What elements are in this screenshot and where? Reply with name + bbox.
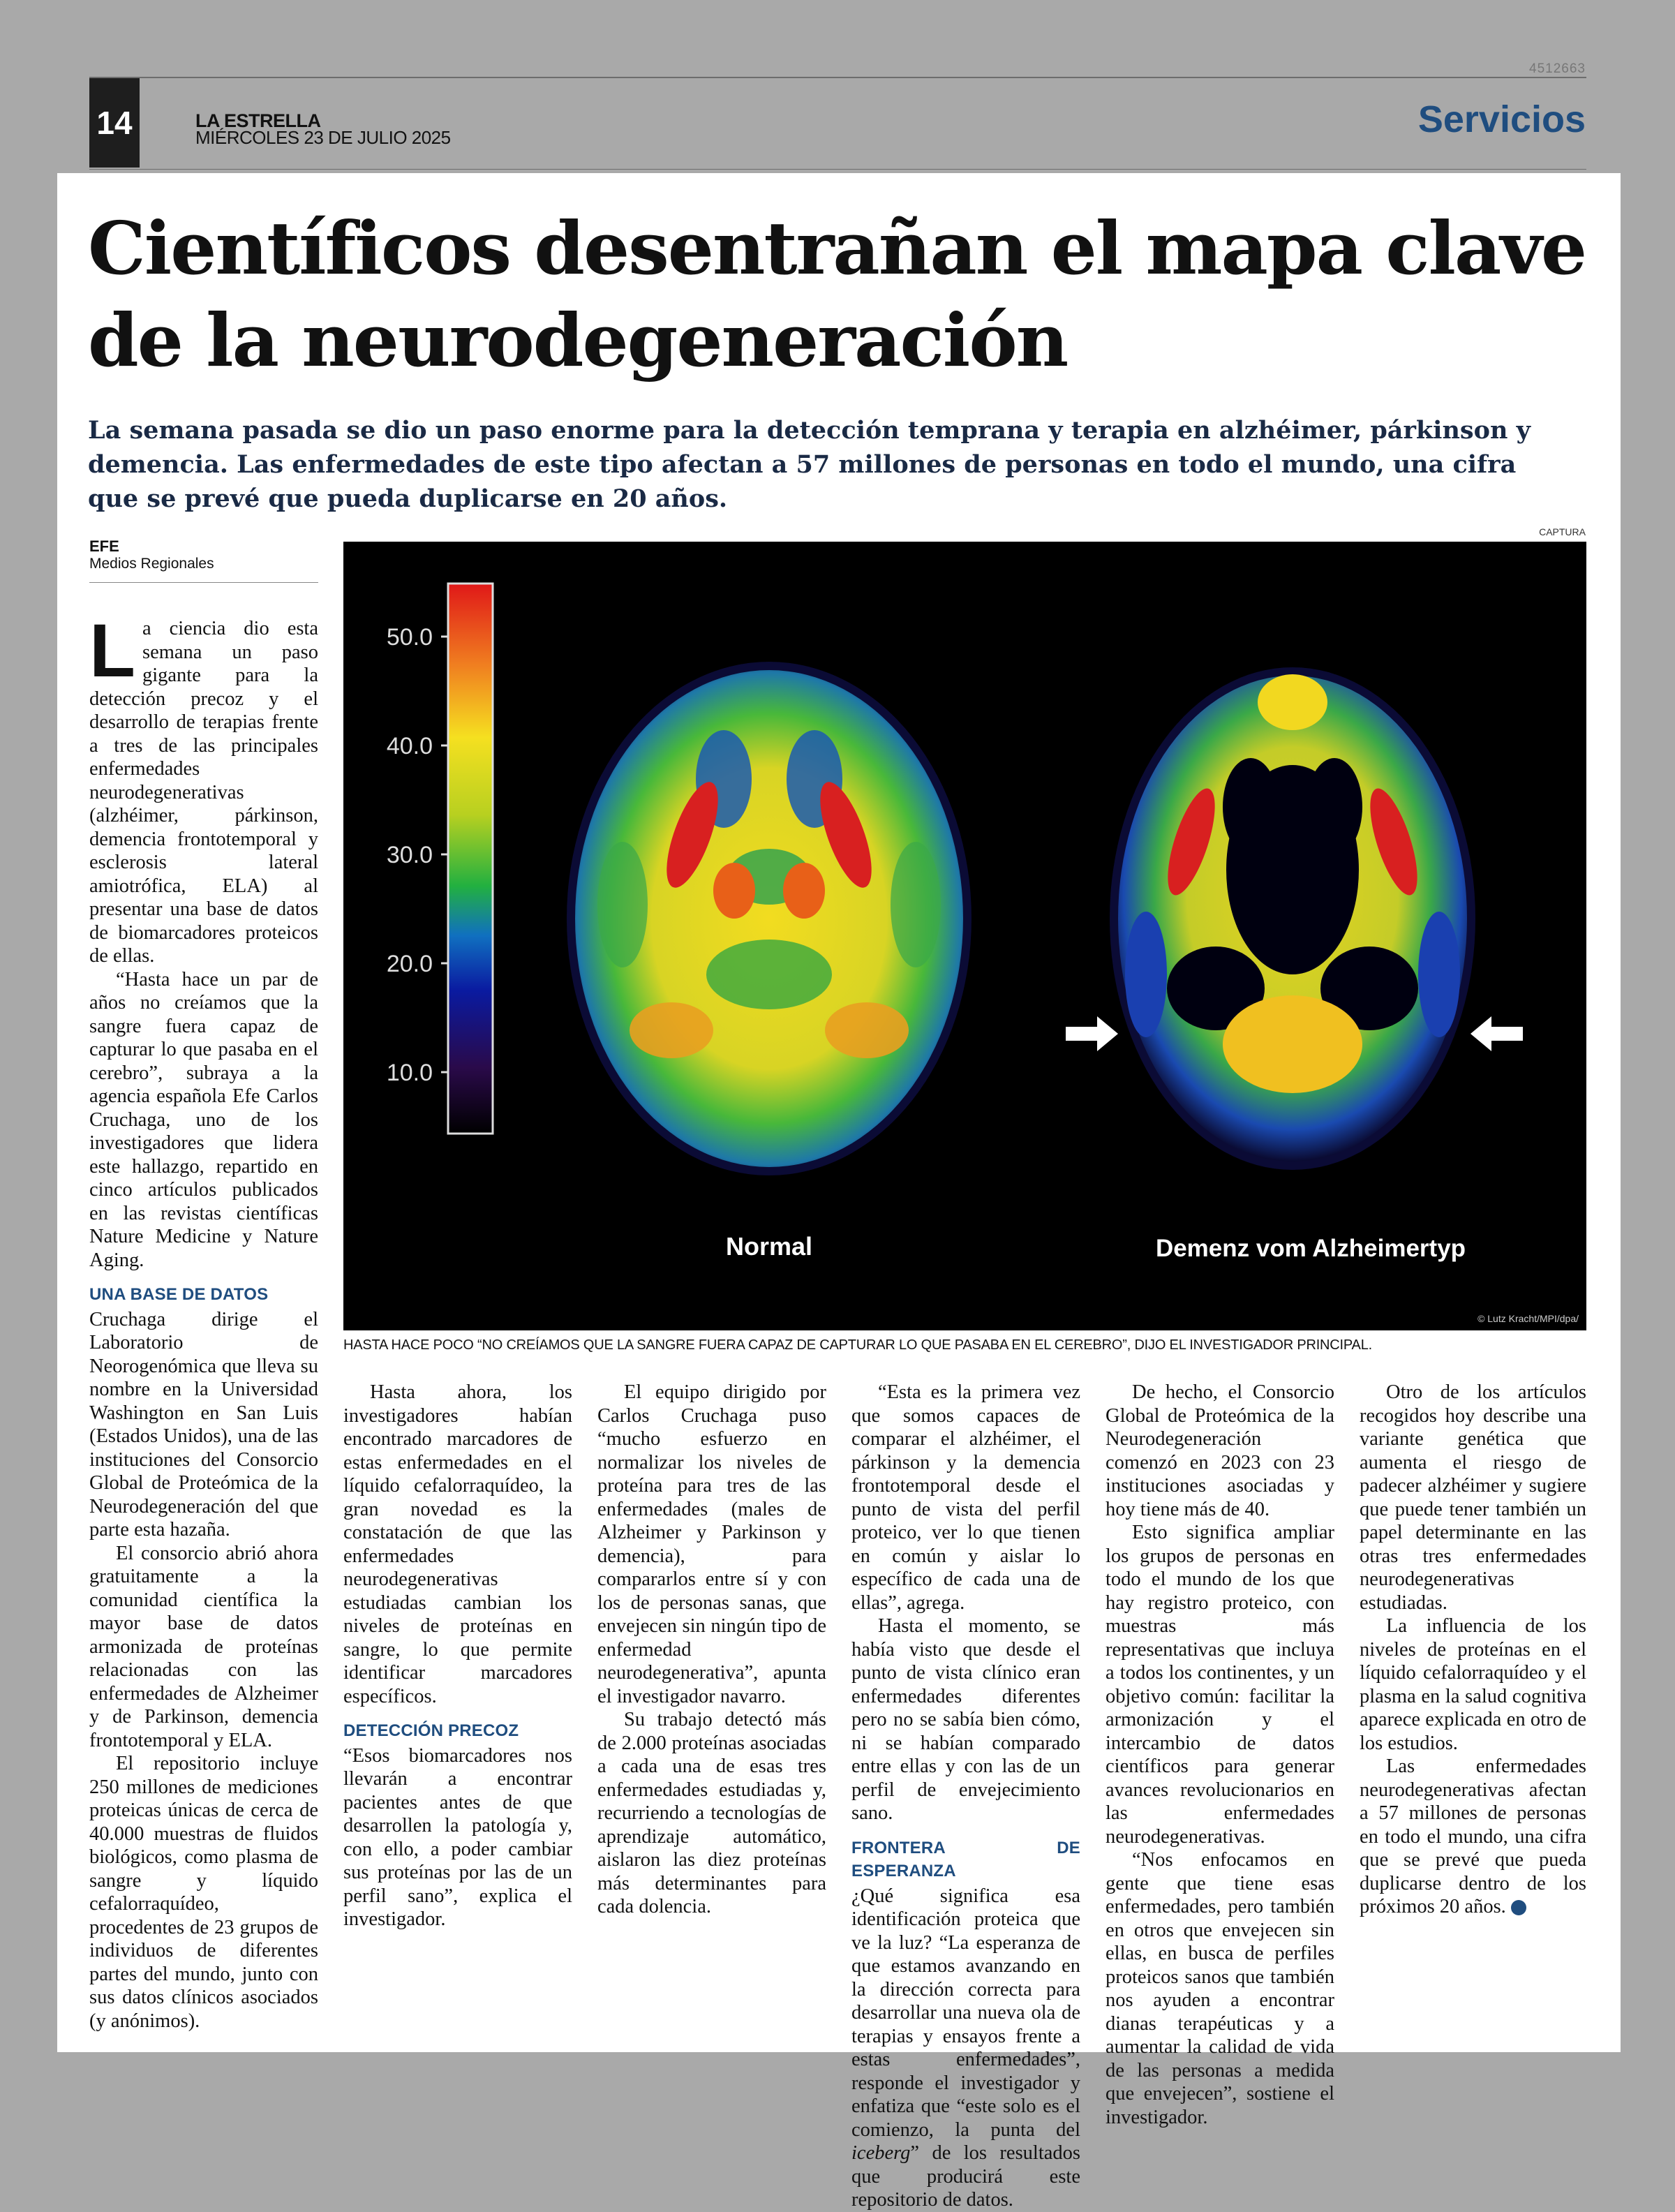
column-6	[1360, 1381, 1586, 1919]
header-rule	[89, 77, 1586, 78]
label-alzheimer: Demenz vom Alzheimertyp	[1155, 1235, 1466, 1262]
scale-tick-30: 30.0	[386, 842, 433, 868]
paragraph: El repositorio incluye 250 millones de mediciones proteicas únicas de cerca de 40.000 muestras de fluidos biológicos, como plasma de sangre y líquido cefalorraquídeo, procedentes de 23 grupos de individuos de diferentes partes del mundo, junto con sus datos clínicos asociados (y anónimos).	[89, 1753, 318, 2032]
column-2	[343, 1381, 572, 1931]
paragraph: ¿Qué significa esa identificación proteica que ve la luz? “La esperanza de que estamos avanzando en la dirección correcta para desarrollar una nueva ola de terapias y ensayos frente a estas enfermedades”, responde el investigador y enfatiza que “este solo es el comienzo, la punta del iceberg” de los resultados que producirá este repositorio de datos.	[851, 1885, 1080, 2211]
subhead-base-datos: UNA BASE DE DATOS	[89, 1285, 269, 1304]
photo-caption: HASTA HACE POCO “NO CREÍAMOS QUE LA SANGRE FUERA CAPAZ DE CAPTURAR LO QUE PASABA EN EL CEREBRO”, DIJO EL INVESTIGADOR PRINCIPAL.	[343, 1337, 1372, 1353]
column-1	[89, 608, 318, 2033]
paragraph: El consorcio abrió ahora gratuitamente a la comunidad científica la mayor base de datos armonizada de proteínas relacionadas con las enfermedades de Alzheimer y de Parkinson, demencia frontotemporal y ELA.	[89, 1542, 318, 1751]
paragraph: El equipo dirigido por Carlos Cruchaga puso “mucho esfuerzo en normalizar los niveles de proteína para tres de las enfermedades (males de Alzheimer y Parkinson y demencia), para compararlos entre sí y con los de personas sanas, que envejecen sin ningún tipo de enfermedad neurodegenerativa”, apunta el investigador navarro.	[597, 1381, 826, 1707]
brain-normal	[567, 662, 972, 1175]
paragraph: De hecho, el Consorcio Global de Proteómica de la Neurodegeneración comenzó en 2023 con 23 instituciones asociadas y hoy tiene más de 40.	[1106, 1381, 1334, 1520]
scale-tick-50: 50.0	[386, 624, 433, 651]
paragraph: La influencia de los niveles de proteínas en el líquido cefalorraquídeo y el plasma en la salud cognitiva aparece explicada en otro de los estudios.	[1360, 1615, 1586, 1754]
brain-scan-graphic	[343, 542, 1586, 1330]
byline-org: Medios Regionales	[89, 556, 214, 572]
section-title: Servicios	[1417, 98, 1586, 140]
deck: La semana pasada se dio un paso enorme para la detección temprana y terapia en alzhéimer, párkinson y demencia. Las enfermedades de este tipo afectan a 57 millones de personas en todo el mundo, una cifra que se prevé que pueda duplicarse en 20 años.	[88, 416, 1531, 513]
column-4	[851, 1381, 1080, 2212]
lead-paragraph: La ciencia dio esta semana un paso gigante para la detección precoz y el desarrollo de terapias frente a tres de las principales enfermedades neurodegenerativas (alzhéimer, párkinson, demencia frontotemporal y esclerosis lateral amiotrófica, ELA) al presentar una base de datos de biomarcadores proteicos de ellas.	[89, 608, 318, 967]
paragraph: “Nos enfocamos en gente que tiene esas enfermedades, pero también en otros que envejecen sin ellas, en busca de perfiles proteicos sanos que también nos ayuden a encontrar dianas terapéuticas y a aumentar la calidad de vida de las personas a medida que envejecen”, sostiene el investigador.	[1106, 1849, 1334, 2128]
paragraph: Las enfermedades neurodegenerativas afectan a 57 millones de personas en todo el mundo, una cifra que se prevé que pueda duplicarse dentro de los próximos 20 años. ✚	[1360, 1756, 1586, 1917]
paragraph: Cruchaga dirige el Laboratorio de Neorogenómica que lleva su nombre en la Universidad Washington en San Luis (Estados Unidos), una de las instituciones del Consorcio Global de Proteómica de la Neurodegeneración del que parte esta hazaña.	[89, 1308, 318, 1541]
paragraph: Otro de los artículos recogidos hoy describe una variante genética que aumenta el riesgo de padecer alzhéimer y sugiere que puede tener también un papel determinante en las otras tres enfermedades neurodegenerativas estudiadas.	[1360, 1381, 1586, 1614]
label-normal: Normal	[725, 1232, 813, 1261]
paragraph: Esto significa ampliar los grupos de personas en todo el mundo de los que hay registro proteico, con muestras más representativas que incluya a todos los continentes, y un objetivo común: facilitar la armonización y el intercambio de datos científicos para generar avances revolucionarios en las enfermedades neurodegenerativas.	[1106, 1522, 1334, 1848]
scale-tick-10: 10.0	[386, 1060, 433, 1086]
paragraph: Su trabajo detectó más de 2.000 proteínas asociadas a cada una de esas tres enfermedades estudiadas y, recurriendo a tecnologías de aprendizaje automático, aislaron las diez proteínas más determinantes para cada dolencia.	[597, 1709, 826, 1917]
byline	[89, 537, 318, 583]
paragraph: “Esos biomarcadores nos llevarán a encontrar pacientes antes de que desarrollen la patología y, con ello, a poder cambiar sus proteínas por las de un perfil sano”, explica el investigador.	[343, 1744, 572, 1930]
paragraph: “Hasta hace un par de años no creíamos que la sangre fuera capaz de capturar lo que pasaba en el cerebro”, subraya a la agencia española Efe Carlos Cruchaga, uno de los investigadores que lidera este hallazgo, repartido en cinco artículos publicados en las revistas científicas Nature Medicine y Nature Aging.	[89, 968, 318, 1271]
scale-tick-20: 20.0	[386, 951, 433, 977]
byline-agency: EFE	[89, 537, 119, 555]
paragraph: “Esta es la primera vez que somos capaces de comparar el alzhéimer, el párkinson y la demencia frontotemporal desde el punto de vista del perfil proteico, ver lo que tienen en común y aislar lo específico de cada una de ellas”, agrega.	[851, 1381, 1080, 1614]
scale-tick-40: 40.0	[386, 733, 433, 759]
brain-alzheimer	[1110, 667, 1475, 1170]
end-mark-icon: ✚	[1511, 1900, 1526, 1915]
issue-date: MIÉRCOLES 23 DE JULIO 2025	[195, 127, 451, 148]
newspaper-name: LA ESTRELLA	[195, 110, 321, 131]
subhead-frontera-esperanza: FRONTERA DE ESPERANZA	[851, 1838, 1080, 1880]
subhead-deteccion-precoz: DETECCIÓN PRECOZ	[343, 1721, 519, 1740]
color-scale-bar	[448, 584, 493, 1134]
image-credit-top: CAPTURA	[1539, 526, 1586, 537]
paragraph: Hasta ahora, los investigadores habían encontrado marcadores de estas enfermedades en el líquido cefalorraquídeo, la gran novedad es la constatación de que las enfermedades neurodegenerativas estudiadas cambian los niveles de proteínas en sangre, lo que permite identificar marcadores específicos.	[343, 1381, 572, 1707]
drop-cap: L	[89, 608, 135, 692]
column-3	[597, 1381, 826, 1919]
brain-scan-image	[343, 542, 1586, 1330]
document-id: 4512663	[1529, 61, 1586, 76]
header-bottom-rule	[89, 169, 1586, 170]
page-number: 14	[89, 78, 140, 168]
column-5	[1106, 1381, 1334, 2129]
headline: Científicos desentrañan el mapa clave de la neurodegeneración	[88, 205, 1586, 383]
photo-credit: © Lutz Kracht/MPI/dpa/	[1477, 1313, 1579, 1324]
paragraph: Hasta el momento, se había visto que desde el punto de vista clínico eran enfermedades diferentes pero no se sabía bien cómo, ni se habían comparado entre ellas y con las de un perfil de envejecimiento sano.	[851, 1615, 1080, 1824]
